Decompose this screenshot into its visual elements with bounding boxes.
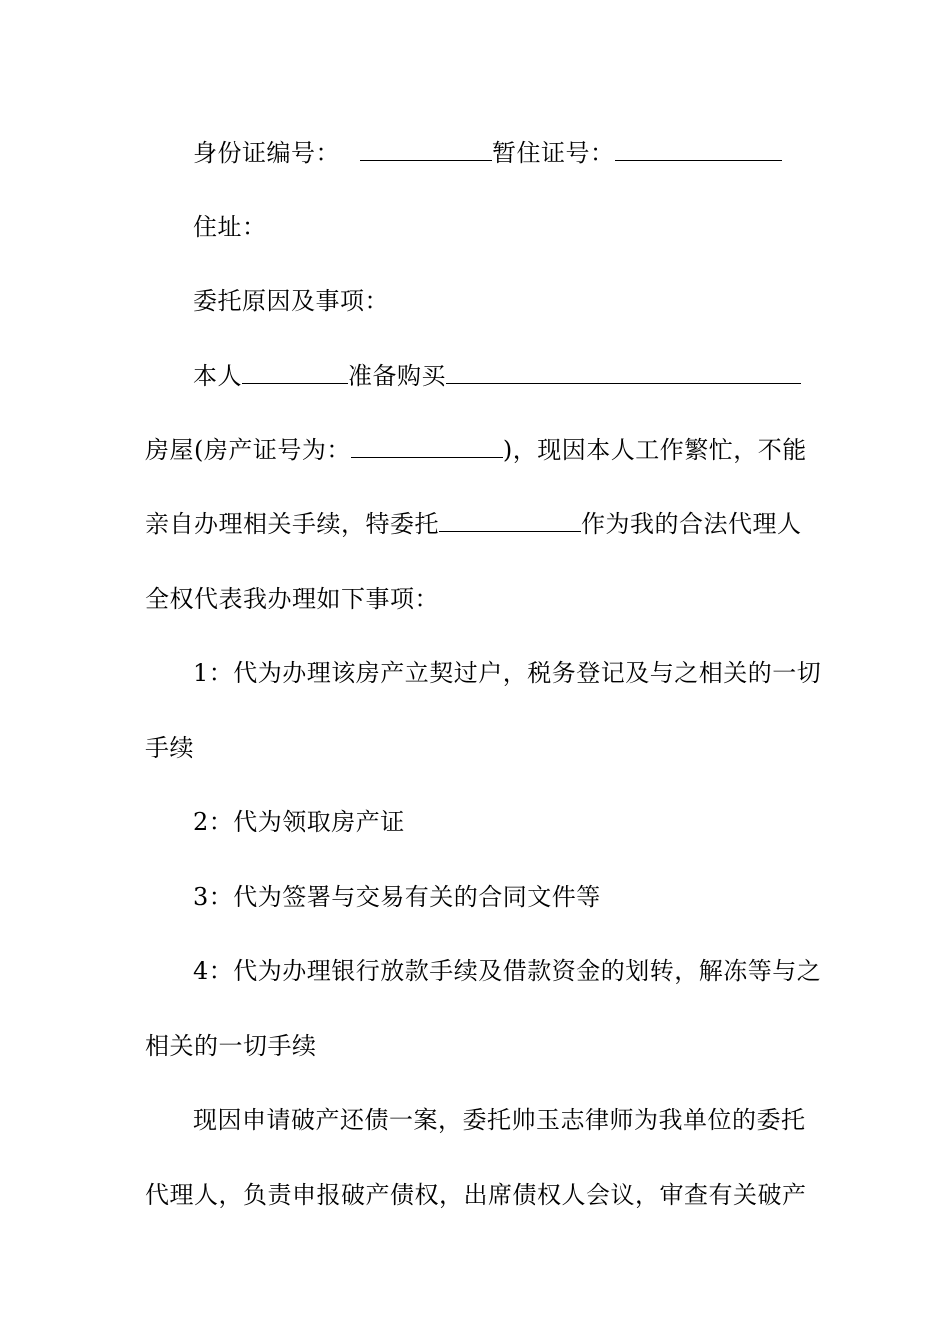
spacer — [340, 141, 360, 161]
item-4-text-b: 相关的一切手续 — [145, 1032, 317, 1060]
buy-label: 准备购买 — [348, 362, 446, 390]
reason-line — [193, 285, 809, 317]
house-suffix: )，现因本人工作繁忙，不能 — [502, 436, 807, 464]
house-line — [145, 434, 809, 466]
self-prefix: 本人 — [193, 362, 242, 390]
bankruptcy-line-a — [193, 1104, 809, 1136]
full-rights-text: 全权代表我办理如下事项： — [145, 585, 439, 613]
item-1-line-a — [193, 657, 822, 689]
item-4-text-a: 4：代为办理银行放款手续及借款资金的划转，解冻等与之 — [193, 957, 822, 985]
bankruptcy-text-a: 现因申请破产还债一案，委托帅玉志律师为我单位的委托 — [193, 1106, 806, 1134]
entrust-line — [145, 508, 809, 540]
house-prefix: 房屋(房产证号为： — [145, 436, 351, 464]
item-4-line-a — [193, 955, 822, 987]
bankruptcy-line-b — [145, 1179, 809, 1211]
item-1-text-a: 1：代为办理该房产立契过户，税务登记及与之相关的一切 — [193, 659, 822, 687]
item-2-line — [193, 806, 809, 838]
id-number-blank — [360, 140, 492, 161]
address-label: 住址： — [193, 213, 267, 241]
entrust-prefix: 亲自办理相关手续，特委托 — [145, 510, 439, 538]
item-3-text: 3：代为签署与交易有关的合同文件等 — [193, 883, 601, 911]
item-1-line-b — [145, 732, 809, 764]
temp-residence-blank — [615, 140, 782, 161]
id-number-label: 身份证编号： — [193, 139, 340, 167]
address-line — [193, 211, 809, 243]
name-blank — [242, 363, 348, 384]
certificate-blank — [351, 437, 503, 458]
reason-label: 委托原因及事项： — [193, 287, 389, 315]
full-rights-line — [145, 583, 809, 615]
item-4-line-b — [145, 1030, 809, 1062]
entrust-suffix: 作为我的合法代理人 — [581, 510, 802, 538]
agent-blank — [439, 511, 581, 532]
purchase-line — [193, 360, 809, 392]
property-blank — [446, 363, 801, 384]
item-2-text: 2：代为领取房产证 — [193, 808, 405, 836]
id-number-line — [193, 137, 809, 169]
bankruptcy-text-b: 代理人，负责申报破产债权，出席债权人会议，审查有关破产 — [145, 1181, 807, 1209]
temp-residence-label: 暂住证号： — [492, 139, 615, 167]
item-3-line — [193, 881, 809, 913]
item-1-text-b: 手续 — [145, 734, 194, 762]
